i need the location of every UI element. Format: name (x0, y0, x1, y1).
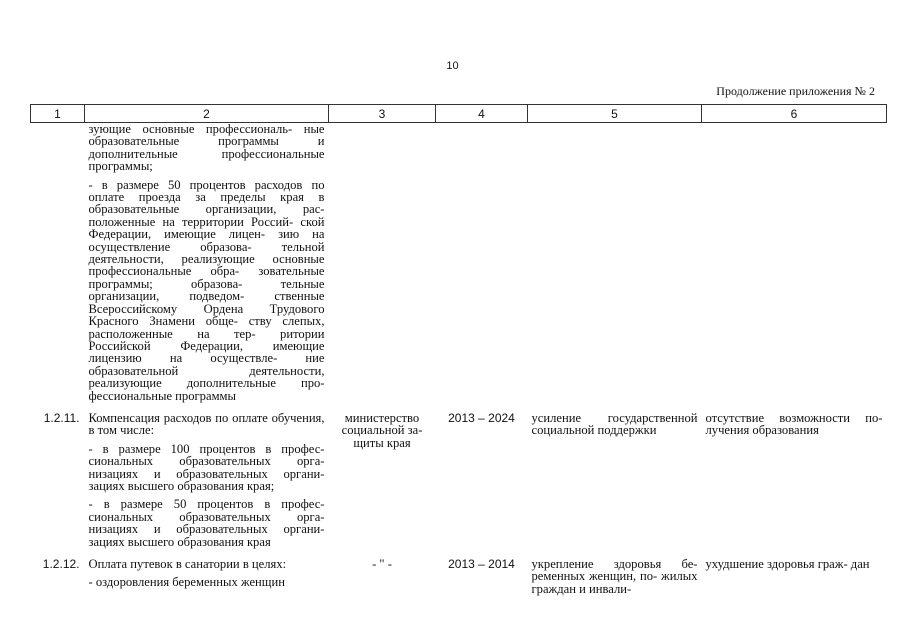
period-cell: 2013 – 2024 (448, 410, 515, 425)
consequence-cell: отсутствие возможности по- лучения образования (705, 410, 883, 438)
row-number: 1.2.11. (43, 410, 80, 425)
measure-description (85, 408, 329, 554)
measures-table (30, 104, 887, 595)
period-cell (436, 123, 528, 408)
description-paragraph: Оплата путевок в санатории в целях: (88, 557, 287, 571)
description-paragraph: - в размере 100 процентов в профес- сиональных образовательных орга- низациях и образовательных органи- зациях высшего образования края; (88, 441, 325, 493)
table-header-row (31, 105, 887, 123)
result-cell: усиление государственной социальной поддержки (531, 410, 698, 438)
measure-description (85, 554, 329, 595)
consequence-cell (702, 123, 887, 408)
executor-cell: министерство социальной за- щиты края (341, 410, 423, 450)
description-paragraph: зующие основные профессиональ- ные образовательные программы и дополнительные профессиональные программы; (88, 122, 325, 174)
period-cell: 2013 – 2014 (448, 557, 515, 571)
page-number: 10 (446, 60, 459, 72)
column-header-2: 2 (85, 105, 329, 123)
description-paragraph: Компенсация расходов по оплате обучения, в том числе: (88, 410, 325, 438)
table-row (31, 408, 887, 554)
column-header-1: 1 (31, 105, 85, 123)
column-header-4: 4 (436, 105, 528, 123)
description-paragraph: - оздоровления беременных женщин (88, 575, 285, 590)
measure-description (85, 123, 329, 408)
consequence-cell: ухудшение здоровья граж- дан (705, 557, 870, 571)
table-row (31, 123, 887, 408)
result-cell: укрепление здоровья бе- ременных женщин, по- жилых граждан и инвали- (531, 557, 698, 596)
table-row (31, 554, 887, 595)
row-number: 1.2.12. (42, 557, 80, 571)
result-cell (528, 123, 702, 408)
column-header-6: 6 (702, 105, 887, 123)
description-paragraph: - в размере 50 процентов расходов по оплате проезда за пределы края в образовательные организации, рас- положенные на территории Россий- ской Федерации, имеющие лицен- зию на осуществление образова- тельной деятельности, реализующие основные профессиональные обра- зовательные программы; образова- тельные организации, подведом- ственные Всероссийскому Ордена Трудового Красного Знамени обще- ству слепых, расположенные на тер- ритории Российской Федерации, имеющие лицензию на осуществле- ние образовательной деятельности, реализующие дополнительные про- фессиональные программы (88, 177, 325, 403)
executor-cell (329, 123, 436, 408)
description-paragraph: - в размере 50 процентов в профес- сиональных образовательных орга- низациях и образовательных органи- зациях высшего образования края (88, 497, 325, 549)
row-number (31, 123, 85, 408)
executor-cell: - " - (372, 557, 392, 571)
column-header-5: 5 (528, 105, 702, 123)
column-header-3: 3 (329, 105, 436, 123)
appendix-continuation-note: Продолжение приложения № 2 (716, 84, 875, 98)
